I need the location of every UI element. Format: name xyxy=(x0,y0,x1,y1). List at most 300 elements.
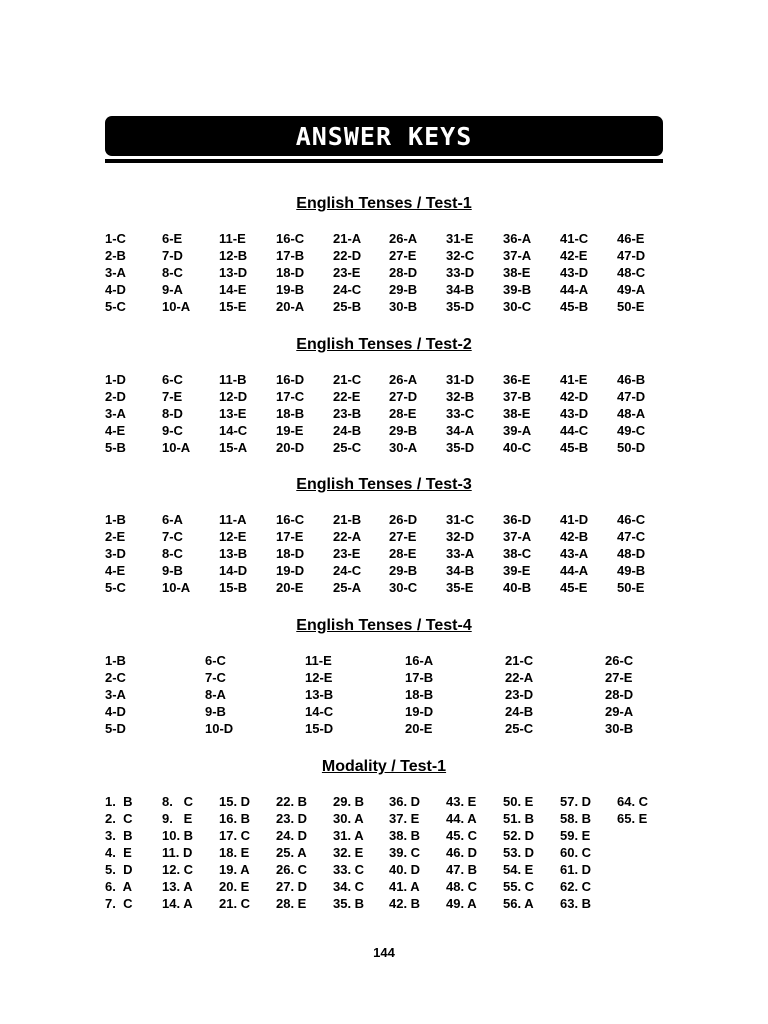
answer-item: 30-B xyxy=(389,299,418,314)
answer-item: 40-B xyxy=(503,580,532,595)
answer-item: 10-A xyxy=(162,580,191,595)
answer-item: 18-B xyxy=(276,406,305,421)
answer-item: 3-A xyxy=(105,687,126,702)
answer-item: 62. C xyxy=(560,879,592,894)
answer-item: 46. D xyxy=(446,845,478,860)
page-title: ANSWER KEYS xyxy=(295,121,473,151)
answer-item: 18-D xyxy=(276,265,305,280)
answer-item: 27-E xyxy=(389,529,417,544)
answer-item: 46-E xyxy=(617,231,645,246)
answer-item: 21-A xyxy=(333,231,362,246)
answer-item: 35-D xyxy=(446,440,475,455)
answer-item: 20-E xyxy=(405,721,433,736)
answer-item: 47-D xyxy=(617,389,646,404)
answer-item: 54. E xyxy=(503,862,534,877)
answer-item: 60. C xyxy=(560,845,592,860)
answer-item: 36-A xyxy=(503,231,532,246)
answer-item: 1-D xyxy=(105,372,126,387)
answer-item: 8-A xyxy=(205,687,226,702)
answer-column xyxy=(617,230,645,315)
answer-item: 19-E xyxy=(276,423,304,438)
answer-column xyxy=(560,793,591,912)
answer-column xyxy=(389,793,420,912)
answer-item: 12-E xyxy=(305,670,333,685)
answer-item: 21-B xyxy=(333,512,362,527)
answer-item: 25. A xyxy=(276,845,307,860)
answer-item: 28-D xyxy=(389,265,418,280)
answer-item: 45-B xyxy=(560,299,589,314)
answer-item: 39. C xyxy=(389,845,421,860)
answer-column xyxy=(560,511,588,596)
answer-item: 2-B xyxy=(105,248,126,263)
answer-column xyxy=(105,511,126,596)
answer-item: 42-B xyxy=(560,529,589,544)
answer-item: 26-D xyxy=(389,512,418,527)
answer-column xyxy=(162,230,190,315)
answer-item: 21. C xyxy=(219,896,251,911)
answer-column xyxy=(605,652,633,737)
answer-item: 42-D xyxy=(560,389,589,404)
answer-item: 48-A xyxy=(617,406,646,421)
answer-item: 15-E xyxy=(219,299,247,314)
answer-item: 15-A xyxy=(219,440,248,455)
answer-item: 47-C xyxy=(617,529,646,544)
answer-item: 41. A xyxy=(389,879,420,894)
answer-item: 44. A xyxy=(446,811,477,826)
answer-item: 14-E xyxy=(219,282,247,297)
answer-item: 36. D xyxy=(389,794,421,809)
answer-item: 43. E xyxy=(446,794,477,809)
answer-item: 37-A xyxy=(503,529,532,544)
answer-item: 10-A xyxy=(162,440,191,455)
answer-item: 23. D xyxy=(276,811,308,826)
answer-item: 38-E xyxy=(503,265,531,280)
answer-item: 30. A xyxy=(333,811,364,826)
answer-item: 35-E xyxy=(446,580,474,595)
answer-item: 29-B xyxy=(389,563,418,578)
answer-item: 50. E xyxy=(503,794,534,809)
answer-column xyxy=(162,793,193,912)
answer-item: 17-E xyxy=(276,529,304,544)
answer-item: 16-D xyxy=(276,372,305,387)
answer-column xyxy=(446,793,477,912)
answer-item: 22-A xyxy=(505,670,534,685)
answer-column xyxy=(405,652,433,737)
answer-column xyxy=(503,511,531,596)
answer-item: 26-C xyxy=(605,653,634,668)
answer-item: 21-C xyxy=(333,372,362,387)
answer-item: 34. C xyxy=(333,879,365,894)
answer-item: 15. D xyxy=(219,794,251,809)
answer-item: 17-B xyxy=(405,670,434,685)
answer-item: 5-D xyxy=(105,721,126,736)
answer-item: 43-D xyxy=(560,265,589,280)
answer-item: 19-D xyxy=(405,704,434,719)
answer-item: 1-B xyxy=(105,653,126,668)
answer-item: 6-C xyxy=(205,653,226,668)
answer-item: 7. C xyxy=(105,896,133,911)
answer-item: 26. C xyxy=(276,862,308,877)
answer-item: 39-E xyxy=(503,563,531,578)
answer-item: 12-D xyxy=(219,389,248,404)
answer-item: 25-B xyxy=(333,299,362,314)
answer-item: 7-D xyxy=(162,248,183,263)
answer-keys-banner xyxy=(105,116,663,156)
answer-item: 2-D xyxy=(105,389,126,404)
answer-item: 6-A xyxy=(162,512,183,527)
answer-item: 2-C xyxy=(105,670,126,685)
answer-item: 6-E xyxy=(162,231,183,246)
answer-item: 25-A xyxy=(333,580,362,595)
section-title: Modality / Test-1 xyxy=(321,758,447,775)
answer-item: 28-E xyxy=(389,546,417,561)
answer-item: 1. B xyxy=(105,794,133,809)
answer-column xyxy=(219,371,247,456)
answer-item: 42. B xyxy=(389,896,421,911)
page-number: 144 xyxy=(373,945,395,960)
answer-item: 22-E xyxy=(333,389,361,404)
answer-column xyxy=(505,652,533,737)
answer-item: 40-C xyxy=(503,440,532,455)
answer-item: 13-E xyxy=(219,406,247,421)
answer-item: 24-C xyxy=(333,563,362,578)
answer-item: 43-A xyxy=(560,546,589,561)
answer-item: 12-B xyxy=(219,248,248,263)
answer-item: 10-D xyxy=(205,721,234,736)
answer-item: 34-B xyxy=(446,563,475,578)
answer-item: 23-B xyxy=(333,406,362,421)
answer-item: 22-D xyxy=(333,248,362,263)
answer-item: 20. E xyxy=(219,879,250,894)
answer-item: 56. A xyxy=(503,896,534,911)
answer-item: 52. D xyxy=(503,828,535,843)
answer-item: 10. B xyxy=(162,828,194,843)
answer-item: 16-C xyxy=(276,231,305,246)
answer-item: 3-A xyxy=(105,265,126,280)
answer-item: 24-B xyxy=(333,423,362,438)
answer-item: 29-B xyxy=(389,423,418,438)
answer-item: 51. B xyxy=(503,811,535,826)
answer-column xyxy=(105,371,126,456)
answer-item: 11-E xyxy=(305,653,332,668)
answer-item: 42-E xyxy=(560,248,588,263)
answer-item: 49-B xyxy=(617,563,646,578)
answer-item: 28-E xyxy=(389,406,417,421)
answer-item: 33. C xyxy=(333,862,365,877)
answer-item: 18. E xyxy=(219,845,250,860)
answer-item: 44-A xyxy=(560,282,589,297)
answer-item: 16. B xyxy=(219,811,251,826)
answer-item: 37-A xyxy=(503,248,532,263)
answer-item: 16-C xyxy=(276,512,305,527)
answer-item: 53. D xyxy=(503,845,535,860)
answer-item: 14-C xyxy=(305,704,334,719)
answer-item: 33-C xyxy=(446,406,475,421)
answer-item: 9-C xyxy=(162,423,183,438)
answer-item: 26-A xyxy=(389,372,418,387)
answer-item: 30-C xyxy=(503,299,532,314)
answer-column xyxy=(446,230,474,315)
answer-item: 30-B xyxy=(605,721,634,736)
answer-column xyxy=(503,371,531,456)
answer-column xyxy=(333,230,361,315)
answer-column xyxy=(276,230,304,315)
answer-item: 18-B xyxy=(405,687,434,702)
answer-item: 48-D xyxy=(617,546,646,561)
answer-item: 2-E xyxy=(105,529,126,544)
answer-item: 5-C xyxy=(105,299,126,314)
answer-item: 55. C xyxy=(503,879,535,894)
answer-item: 30-A xyxy=(389,440,418,455)
answer-column xyxy=(617,793,648,827)
answer-item: 3. B xyxy=(105,828,133,843)
answer-item: 8-D xyxy=(162,406,183,421)
answer-item: 33-D xyxy=(446,265,475,280)
answer-item: 24-C xyxy=(333,282,362,297)
answer-item: 23-D xyxy=(505,687,534,702)
answer-item: 19-D xyxy=(276,563,305,578)
answer-item: 28. E xyxy=(276,896,307,911)
answer-item: 31-E xyxy=(446,231,474,246)
answer-item: 13-D xyxy=(219,265,248,280)
answer-item: 49. A xyxy=(446,896,477,911)
answer-item: 22. B xyxy=(276,794,308,809)
answer-item: 34-A xyxy=(446,423,475,438)
answer-item: 10-A xyxy=(162,299,191,314)
answer-item: 38-C xyxy=(503,546,532,561)
answer-item: 14-D xyxy=(219,563,248,578)
answer-column xyxy=(205,652,233,737)
answer-item: 47-D xyxy=(617,248,646,263)
answer-column xyxy=(276,511,304,596)
answer-item: 29. B xyxy=(333,794,365,809)
answer-item: 39-A xyxy=(503,423,532,438)
answer-item: 65. E xyxy=(617,811,648,826)
answer-column xyxy=(105,230,126,315)
answer-item: 9-A xyxy=(162,282,183,297)
answer-item: 11-B xyxy=(219,372,247,387)
answer-item: 11. D xyxy=(162,845,193,860)
answer-item: 7-C xyxy=(162,529,183,544)
answer-item: 37. E xyxy=(389,811,420,826)
answer-item: 31-C xyxy=(446,512,475,527)
answer-item: 59. E xyxy=(560,828,591,843)
answer-item: 15-B xyxy=(219,580,248,595)
answer-column xyxy=(333,511,361,596)
answer-column xyxy=(560,371,588,456)
answer-item: 13-B xyxy=(305,687,334,702)
answer-item: 36-D xyxy=(503,512,532,527)
answer-item: 5. D xyxy=(105,862,133,877)
answer-item: 34-B xyxy=(446,282,475,297)
answer-item: 50-E xyxy=(617,299,645,314)
answer-item: 19-B xyxy=(276,282,305,297)
answer-item: 8-C xyxy=(162,546,183,561)
answer-item: 63. B xyxy=(560,896,592,911)
answer-item: 4-E xyxy=(105,563,126,578)
section-title: English Tenses / Test-2 xyxy=(296,336,472,353)
answer-item: 41-D xyxy=(560,512,589,527)
answer-item: 24. D xyxy=(276,828,308,843)
answer-item: 18-D xyxy=(276,546,305,561)
answer-column xyxy=(389,230,417,315)
answer-column xyxy=(446,511,474,596)
answer-item: 27. D xyxy=(276,879,308,894)
answer-item: 36-E xyxy=(503,372,531,387)
answer-item: 4-D xyxy=(105,282,126,297)
answer-item: 50-D xyxy=(617,440,646,455)
answer-column xyxy=(333,371,361,456)
answer-item: 26-A xyxy=(389,231,418,246)
answer-item: 20-E xyxy=(276,580,304,595)
answer-item: 48-C xyxy=(617,265,646,280)
answer-item: 57. D xyxy=(560,794,592,809)
answer-column xyxy=(503,793,534,912)
answer-item: 31. A xyxy=(333,828,364,843)
answer-item: 5-B xyxy=(105,440,126,455)
answer-item: 25-C xyxy=(505,721,534,736)
section-title: English Tenses / Test-1 xyxy=(296,195,472,212)
answer-item: 35. B xyxy=(333,896,365,911)
section-title: English Tenses / Test-3 xyxy=(296,476,472,493)
answer-column xyxy=(162,371,190,456)
answer-item: 17-B xyxy=(276,248,305,263)
answer-item: 49-A xyxy=(617,282,646,297)
answer-item: 7-C xyxy=(205,670,226,685)
answer-column xyxy=(276,793,307,912)
answer-item: 29-B xyxy=(389,282,418,297)
answer-item: 46-C xyxy=(617,512,646,527)
answer-item: 9-B xyxy=(205,704,226,719)
answer-column xyxy=(305,652,333,737)
answer-item: 38-E xyxy=(503,406,531,421)
answer-item: 20-D xyxy=(276,440,305,455)
answer-item: 21-C xyxy=(505,653,534,668)
answer-column xyxy=(333,793,364,912)
answer-item: 15-D xyxy=(305,721,334,736)
answer-item: 12. C xyxy=(162,862,194,877)
answer-item: 1-B xyxy=(105,512,126,527)
answer-item: 4. E xyxy=(105,845,132,860)
answer-item: 20-A xyxy=(276,299,305,314)
answer-item: 41-E xyxy=(560,372,588,387)
answer-item: 27-E xyxy=(605,670,633,685)
answer-column xyxy=(617,371,645,456)
answer-item: 4-E xyxy=(105,423,126,438)
answer-item: 11-E xyxy=(219,231,246,246)
answer-item: 23-E xyxy=(333,546,361,561)
answer-item: 61. D xyxy=(560,862,592,877)
answer-item: 32. E xyxy=(333,845,364,860)
answer-item: 64. C xyxy=(617,794,649,809)
answer-item: 13-B xyxy=(219,546,248,561)
answer-column xyxy=(219,511,247,596)
answer-item: 48. C xyxy=(446,879,478,894)
answer-column xyxy=(276,371,304,456)
answer-column xyxy=(389,511,417,596)
answer-item: 19. A xyxy=(219,862,250,877)
answer-item: 37-B xyxy=(503,389,532,404)
answer-item: 7-E xyxy=(162,389,183,404)
answer-item: 2. C xyxy=(105,811,133,826)
answer-column xyxy=(389,371,417,456)
answer-column xyxy=(162,511,190,596)
answer-item: 3-D xyxy=(105,546,126,561)
answer-item: 32-B xyxy=(446,389,475,404)
answer-column xyxy=(560,230,588,315)
answer-item: 9-B xyxy=(162,563,183,578)
answer-column xyxy=(446,371,474,456)
answer-item: 47. B xyxy=(446,862,478,877)
answer-item: 22-A xyxy=(333,529,362,544)
answer-item: 35-D xyxy=(446,299,475,314)
answer-item: 39-B xyxy=(503,282,532,297)
answer-item: 6-C xyxy=(162,372,183,387)
answer-item: 50-E xyxy=(617,580,645,595)
answer-item: 45-E xyxy=(560,580,588,595)
answer-column xyxy=(219,230,247,315)
answer-item: 29-A xyxy=(605,704,634,719)
answer-item: 45-B xyxy=(560,440,589,455)
answer-item: 32-C xyxy=(446,248,475,263)
answer-column xyxy=(617,511,645,596)
answer-item: 28-D xyxy=(605,687,634,702)
answer-item: 12-E xyxy=(219,529,247,544)
answer-item: 40. D xyxy=(389,862,421,877)
answer-item: 41-C xyxy=(560,231,589,246)
answer-item: 58. B xyxy=(560,811,592,826)
answer-item: 44-C xyxy=(560,423,589,438)
answer-item: 5-C xyxy=(105,580,126,595)
answer-item: 25-C xyxy=(333,440,362,455)
answer-item: 45. C xyxy=(446,828,478,843)
answer-column xyxy=(219,793,250,912)
answer-item: 32-D xyxy=(446,529,475,544)
answer-item: 49-C xyxy=(617,423,646,438)
answer-item: 44-A xyxy=(560,563,589,578)
answer-item: 46-B xyxy=(617,372,646,387)
answer-item: 8-C xyxy=(162,265,183,280)
answer-item: 31-D xyxy=(446,372,475,387)
answer-item: 30-C xyxy=(389,580,418,595)
answer-item: 17-C xyxy=(276,389,305,404)
answer-column xyxy=(105,793,132,912)
answer-item: 27-D xyxy=(389,389,418,404)
answer-item: 14-C xyxy=(219,423,248,438)
answer-item: 23-E xyxy=(333,265,361,280)
answer-item: 16-A xyxy=(405,653,434,668)
answer-item: 33-A xyxy=(446,546,475,561)
answer-column xyxy=(503,230,531,315)
answer-item: 24-B xyxy=(505,704,534,719)
answer-item: 1-C xyxy=(105,231,126,246)
answer-item: 13. A xyxy=(162,879,193,894)
answer-item: 8. C xyxy=(162,794,194,809)
answer-item: 14. A xyxy=(162,896,193,911)
answer-item: 4-D xyxy=(105,704,126,719)
answer-item: 43-D xyxy=(560,406,589,421)
answer-item: 38. B xyxy=(389,828,421,843)
answer-item: 6. A xyxy=(105,879,132,894)
answer-item: 27-E xyxy=(389,248,417,263)
banner-underline xyxy=(105,159,663,163)
answer-item: 11-A xyxy=(219,512,247,527)
answer-item: 3-A xyxy=(105,406,126,421)
answer-item: 17. C xyxy=(219,828,251,843)
answer-column xyxy=(105,652,126,737)
answer-item: 9. E xyxy=(162,811,193,826)
section-title: English Tenses / Test-4 xyxy=(296,617,472,634)
